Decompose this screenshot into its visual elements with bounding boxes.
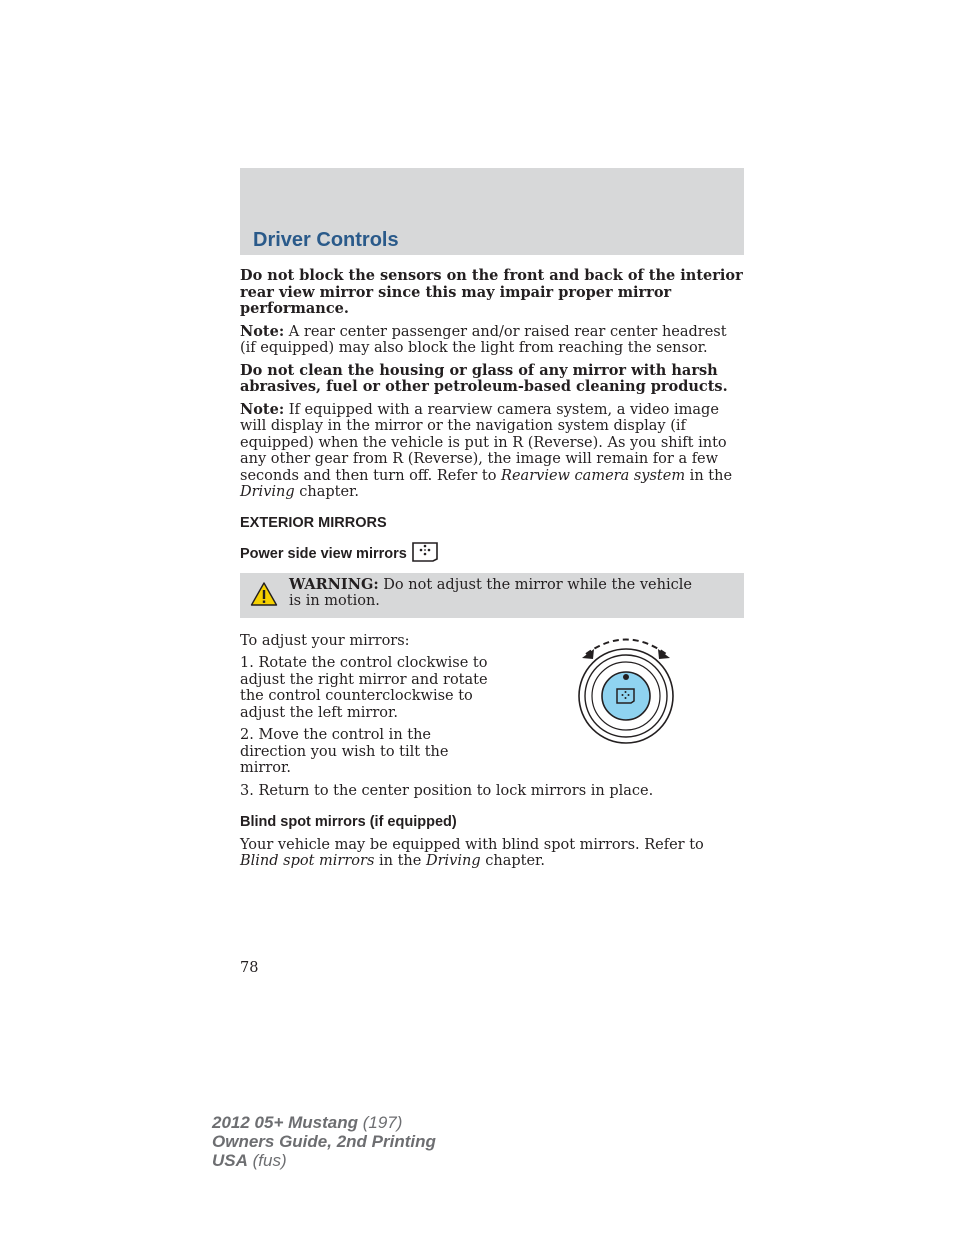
footer-model-code: (197) [358,1113,403,1132]
note-headrest [240,324,744,357]
cleaning-caution: Do not clean the housing or glass of any mirror with harsh abrasives, fuel or other petroleum-based cleaning products. [240,361,728,395]
power-side-heading: Power side view mirrors [240,546,407,562]
note-label: Note: [240,322,285,340]
footer-model: 2012 05+ Mustang [212,1113,358,1132]
mirror-knob-illustration [578,631,678,751]
section-exterior-mirrors: EXTERIOR MIRRORS [240,514,387,531]
footer-line-3 [212,1151,436,1170]
page-number: 78 [240,960,259,976]
xref-blind-spot: Blind spot mirrors [240,853,375,869]
warning-label: WARNING: [289,575,379,593]
warning-message: Do not adjust the mirror while the vehicle is in motion. [289,576,692,609]
step-1: 1. Rotate the control clockwise to adjust the right mirror and rotate the control counterclockwise to adjust the left mirror. [240,655,488,721]
note-text: A rear center passenger and/or raised rear center headrest (if equipped) may also block the light from reaching the sensor. [240,323,727,356]
xref-rearview-camera: Rearview camera system [501,467,686,484]
blind-spot-text [240,837,744,870]
footer-line-1 [212,1113,436,1132]
step-3: 3. Return to the center position to lock mirrors in place. [240,782,654,799]
chapter-title: Driver Controls [253,229,399,251]
note-label: Note: [240,400,285,418]
warning-box [240,573,744,618]
footer-line-2 [212,1132,436,1151]
footer-market-code: (fus) [247,1151,287,1170]
sensor-caution: Do not block the sensors on the front and back of the interior rear view mirror since this may impair proper mirror performance. [240,267,743,317]
note-text-end: chapter. [294,484,360,500]
warning-text [289,577,704,610]
note-text-mid: in the [685,467,733,484]
footer-market: USA [212,1151,248,1170]
step-2: 2. Move the control in the direction you wish to tilt the mirror. [240,727,449,776]
note-text: If equipped with a rearview camera system, a video image will display in the mirror or the navigation system display (if equipped) when the vehicle is put in R (Reverse). As you shift into any other gear from R (Reverse), the image will remain for a few seconds and then turn off. Refer to [240,401,727,484]
warning-triangle-icon [250,581,278,607]
section-power-side-mirrors [240,546,744,563]
page-content [240,268,744,870]
mirror-control-icon [411,540,441,562]
xref-driving-chapter: Driving [240,484,295,500]
section-blind-spot: Blind spot mirrors (if equipped) [240,814,457,830]
blind-spot-end: chapter. [480,853,545,869]
footer-guide: Owners Guide, 2nd Printing [212,1132,436,1151]
document-footer [212,1113,436,1170]
xref-driving-chapter: Driving [425,853,481,869]
steps-column [240,633,492,777]
blind-spot-mid: in the [374,853,426,869]
chapter-header [240,168,744,255]
steps-intro: To adjust your mirrors: [240,632,410,649]
adjust-steps [240,633,744,777]
note-camera [240,402,744,501]
blind-spot-start: Your vehicle may be equipped with blind spot mirrors. Refer to [240,836,704,853]
